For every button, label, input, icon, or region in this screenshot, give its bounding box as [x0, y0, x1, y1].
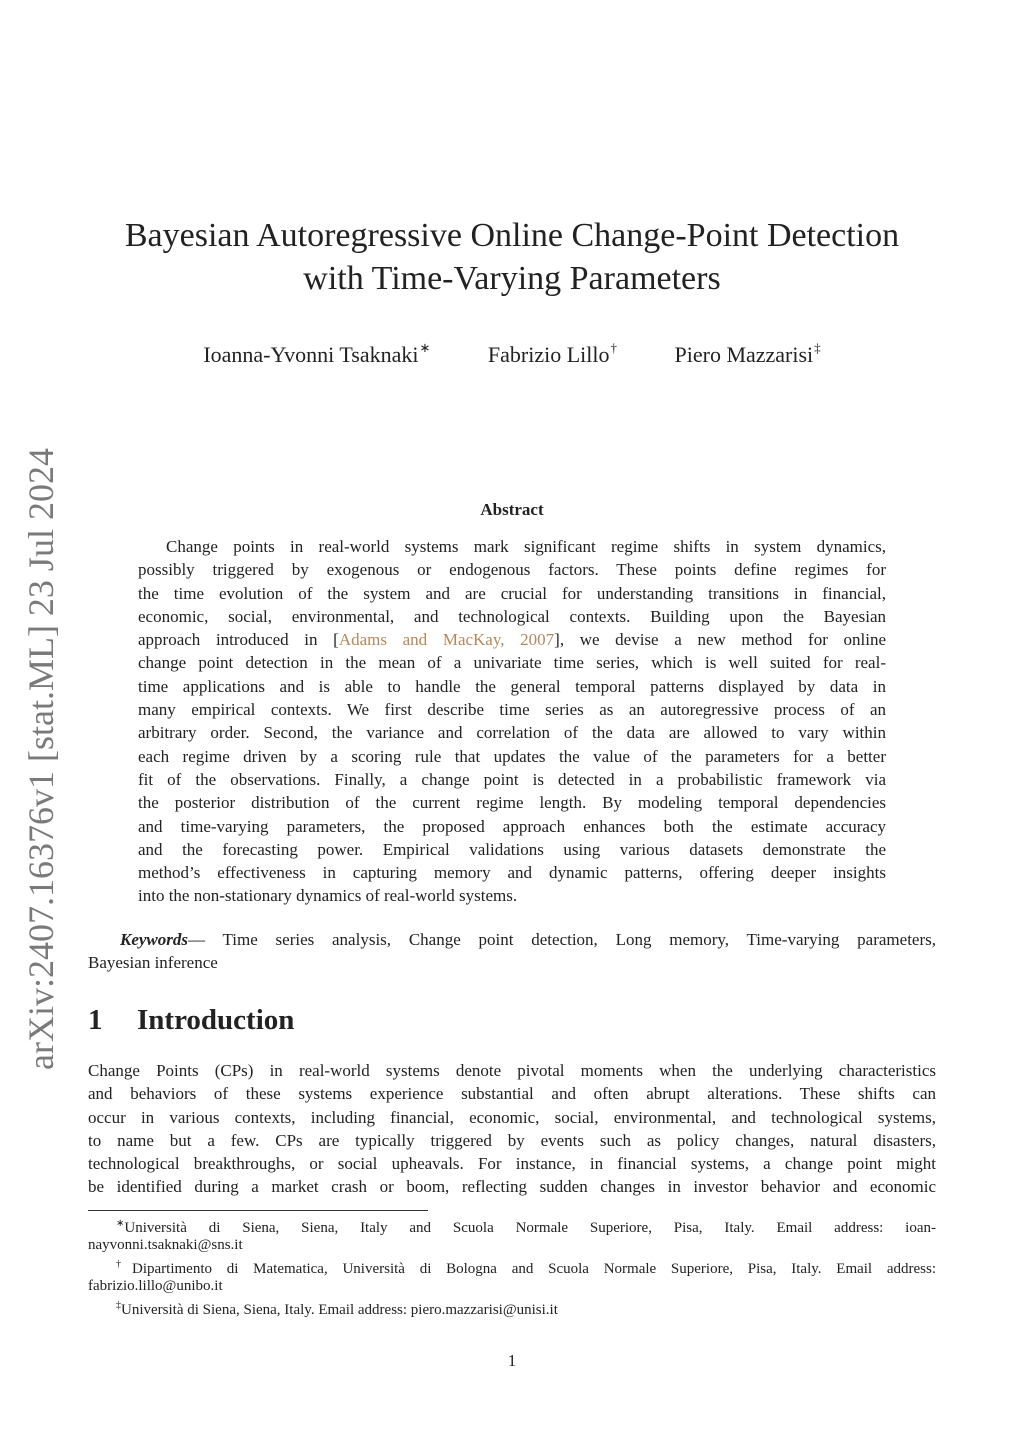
arxiv-identifier: arXiv:2407.16376v1 [stat.ML] 23 Jul 2024 [21, 448, 61, 1070]
keywords-line: Bayesian inference [88, 953, 218, 973]
abstract-text: approach introduced in [ [138, 630, 339, 650]
footnote-mark: † [610, 340, 617, 355]
abstract-heading: Abstract [480, 500, 544, 519]
footnote-mark: ∗ [116, 1218, 125, 1229]
abstract-line: change point detection in the mean of a univariate time series, which is well suited for real- [138, 653, 886, 673]
author-name: Fabrizio Lillo [487, 342, 610, 367]
footnotes [88, 1214, 936, 1317]
keywords-text: — Time series analysis, Change point detection, Long memory, Time-varying parameters, [188, 930, 936, 949]
footnote-line: fabrizio.lillo@unibo.it [88, 1277, 223, 1294]
author-name: Piero Mazzarisi [674, 342, 814, 367]
footnote-mark: ∗ [419, 340, 431, 355]
keywords-label: Keywords [120, 930, 188, 949]
abstract-line: time applications and is able to handle the general temporal patterns displayed by data in [138, 676, 886, 696]
keywords-block [88, 928, 936, 975]
footnote-line: nayvonni.tsaknaki@sns.it [88, 1236, 243, 1253]
abstract-line: economic, social, environmental, and technological contexts. Building upon the Bayesian [138, 606, 886, 626]
footnote-line [88, 1296, 936, 1317]
body-line: to name but a few. CPs are typically triggered by events such as policy changes, natural disasters, [88, 1130, 936, 1150]
footnote-rule [88, 1210, 428, 1211]
abstract-line: the posterior distribution of the current regime length. By modeling temporal dependencies [138, 793, 886, 813]
author [203, 340, 430, 368]
footnote-text: Dipartimento di Matematica, Università di Bologna and Scuola Normale Superiore, Pisa, Italy. Email address: [132, 1261, 937, 1277]
author-name: Ioanna-Yvonni Tsaknaki [203, 342, 419, 367]
page-number: 1 [507, 1351, 517, 1370]
title-line: Bayesian Autoregressive Online Change-Point Detection [124, 217, 900, 254]
body-line: and behaviors of these systems experience substantial and often abrupt alterations. These shifts can [88, 1084, 936, 1104]
footnote-mark: ‡ [116, 1300, 121, 1311]
citation-link[interactable]: Adams and MacKay, 2007 [338, 630, 555, 650]
abstract-line: method’s effectiveness in capturing memory and dynamic patterns, offering deeper insights [138, 863, 886, 883]
abstract-body [138, 535, 886, 908]
abstract-line: many empirical contexts. We first describe time series as an autoregressive process of an [138, 700, 886, 720]
title-line: with Time-Varying Parameters [303, 260, 721, 297]
abstract-line: into the non-stationary dynamics of real-world systems. [138, 886, 518, 906]
body-line: occur in various contexts, including financial, economic, social, environmental, and technological systems, [88, 1107, 936, 1127]
body-line: technological breakthroughs, or social upheavals. For instance, in financial systems, a change point might [88, 1154, 936, 1174]
section-number: 1 [88, 1004, 103, 1036]
paper-title [60, 214, 964, 300]
abstract-line: fit of the observations. Finally, a change point is detected in a probabilistic framework via [138, 769, 886, 789]
body-line: be identified during a market crash or boom, reflecting sudden changes in investor behavior and economic [88, 1177, 936, 1197]
abstract-line: and the forecasting power. Empirical validations using various datasets demonstrate the [138, 839, 886, 859]
author [675, 340, 821, 368]
section-title-text: Introduction [137, 1004, 295, 1036]
footnote-mark: † [116, 1259, 133, 1270]
abstract-line: possibly triggered by exogenous or endogenous factors. These points define regimes for [138, 560, 886, 580]
section-heading [88, 1004, 294, 1037]
footnote-line [88, 1255, 936, 1276]
author [488, 340, 617, 368]
footnote-line [88, 1214, 936, 1235]
abstract-line: and time-varying parameters, the proposed approach enhances both the estimate accuracy [138, 816, 886, 836]
author-list [90, 340, 934, 368]
abstract-line [138, 628, 886, 651]
abstract-line: each regime driven by a scoring rule that updates the value of the parameters for a better [138, 746, 886, 766]
keywords-line [88, 928, 936, 951]
abstract-line: arbitrary order. Second, the variance and correlation of the data are allowed to vary within [138, 723, 886, 743]
footnote-text: Università di Siena, Siena, Italy and Scuola Normale Superiore, Pisa, Italy. Email address: ioan- [124, 1220, 936, 1236]
abstract-text: ], we devise a new method for online [554, 630, 887, 650]
body-line: Change Points (CPs) in real-world systems denote pivotal moments when the underlying characteristics [88, 1061, 936, 1080]
section-body [88, 1059, 936, 1199]
abstract-line: Change points in real-world systems mark significant regime shifts in system dynamics, [166, 537, 886, 556]
footnote-text: Università di Siena, Siena, Italy. Email address: piero.mazzarisi@unisi.it [121, 1302, 558, 1318]
footnote-mark: ‡ [814, 340, 821, 355]
abstract-line: the time evolution of the system and are crucial for understanding transitions in financial, [138, 583, 886, 603]
